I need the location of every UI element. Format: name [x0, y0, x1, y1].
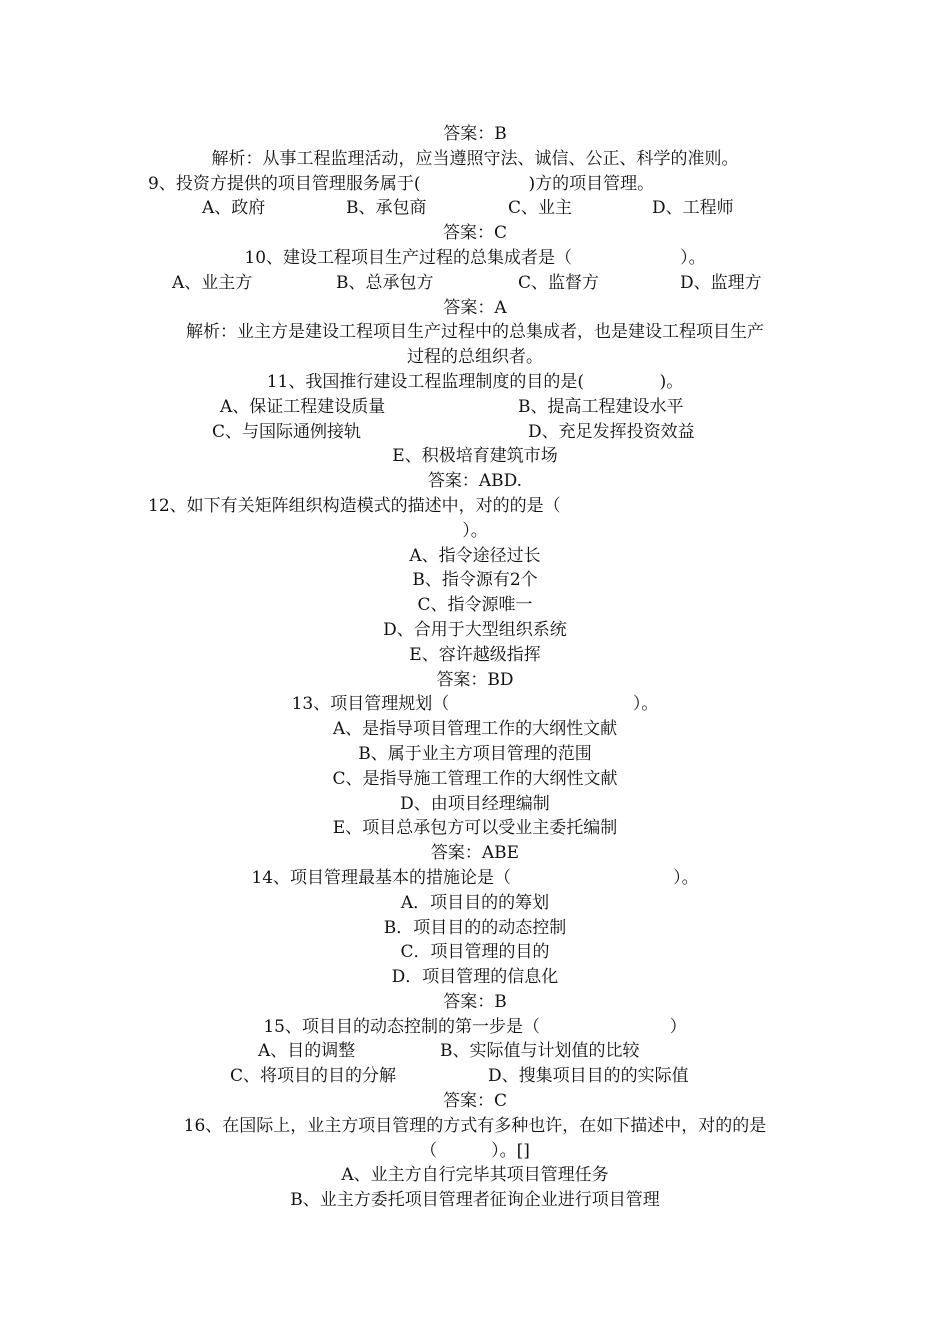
option-q11-c: C、与国际通例接轨	[212, 421, 362, 442]
question-13: 13、项目管理规划（ ）。	[291, 694, 659, 715]
option-q10-d: D、监理方	[680, 272, 762, 293]
options-q11-row2	[148, 420, 802, 445]
option-q13-d: D、由项目经理编制	[400, 793, 550, 814]
option-q13-a: A、是指导项目管理工作的大纲性文献	[332, 719, 618, 740]
option-q11-a: A、保证工程建设质量	[220, 396, 386, 417]
document-page	[148, 122, 802, 1213]
option-q9-d: D、工程师	[652, 198, 734, 219]
option-q12-e: E、容许越级指挥	[409, 644, 541, 665]
answer-q9: 答案：C	[442, 223, 507, 244]
option-q12-b: B、指令源有2个	[412, 570, 538, 591]
answer-q13: 答案：ABE	[430, 843, 520, 864]
option-q14-a: A．项目目的的筹划	[400, 892, 550, 913]
option-q9-b: B、承包商	[346, 198, 427, 219]
question-15: 15、项目目的动态控制的第一步是（ ）	[263, 1016, 687, 1037]
option-q12-c: C、指令源唯一	[417, 595, 533, 616]
question-16-line1: 16、在国际上，业主方项目管理的方式有多种也许，在如下描述中，对的的是	[183, 1115, 767, 1136]
option-q15-d: D、搜集项目目的的实际值	[488, 1066, 689, 1087]
option-q16-b: B、业主方委托项目管理者征询企业进行项目管理	[290, 1190, 660, 1211]
option-q14-c: C．项目管理的目的	[400, 942, 550, 963]
analysis-q10-line1: 解析：业主方是建设工程项目生产过程中的总集成者，也是建设工程项目生产	[186, 322, 764, 343]
option-q15-a: A、目的调整	[258, 1041, 356, 1062]
option-q13-e: E、项目总承包方可以受业主委托编制	[332, 818, 618, 839]
answer-q8: 答案：B	[443, 124, 507, 144]
option-q11-b: B、提高工程建设水平	[518, 396, 684, 417]
options-q9	[148, 196, 802, 221]
question-16-line2: （ ）。[]	[420, 1140, 530, 1161]
options-q15-row2	[148, 1064, 802, 1089]
answer-q15: 答案：C	[442, 1091, 507, 1112]
option-q14-d: D．项目管理的信息化	[391, 967, 559, 988]
option-q11-e: E、积极培育建筑市场	[392, 446, 558, 467]
question-9: 9、投资方提供的项目管理服务属于( )方的项目管理。	[148, 173, 655, 194]
option-q15-c: C、将项目的目的分解	[230, 1066, 397, 1087]
option-q10-c: C、监督方	[518, 272, 600, 293]
options-q15-row1	[148, 1039, 802, 1064]
answer-q11: 答案：ABD.	[427, 471, 523, 492]
option-q14-b: B．项目目的的动态控制	[383, 917, 567, 938]
option-q13-c: C、是指导施工管理工作的大纲性文献	[332, 768, 618, 789]
option-q10-a: A、业主方	[172, 272, 253, 293]
option-q9-a: A、政府	[202, 198, 266, 219]
answer-q10: 答案：A	[443, 297, 507, 318]
option-q12-a: A、指令途径过长	[409, 545, 541, 566]
question-14: 14、项目管理最基本的措施论是（ ）。	[251, 867, 699, 888]
options-q10	[148, 271, 802, 296]
option-q9-c: C、业主	[508, 198, 573, 219]
option-q16-a: A、业主方自行完毕其项目管理任务	[341, 1165, 609, 1186]
answer-q12: 答案：BD	[436, 669, 514, 690]
question-12-line1: 12、如下有关矩阵组织构造模式的描述中，对的的是（	[148, 495, 561, 516]
option-q12-d: D、合用于大型组织系统	[383, 619, 567, 640]
question-11: 11、我国推行建设工程监理制度的目的是( )。	[266, 371, 684, 392]
options-q11-row1	[148, 395, 802, 420]
option-q10-b: B、总承包方	[336, 272, 434, 293]
answer-q14: 答案：B	[443, 991, 507, 1012]
option-q15-b: B、实际值与计划值的比较	[440, 1041, 640, 1062]
option-q11-d: D、充足发挥投资效益	[528, 421, 695, 442]
option-q13-b: B、属于业主方项目管理的范围	[358, 743, 592, 764]
question-10: 10、建设工程项目生产过程的总集成者是（ ）。	[244, 247, 706, 268]
question-12-line2: ）。	[462, 520, 488, 541]
analysis-q8: 解析：从事工程监理活动，应当遵照守法、诚信、公正、科学的准则。	[211, 148, 739, 169]
analysis-q10-line2: 过程的总组织者。	[407, 347, 543, 368]
